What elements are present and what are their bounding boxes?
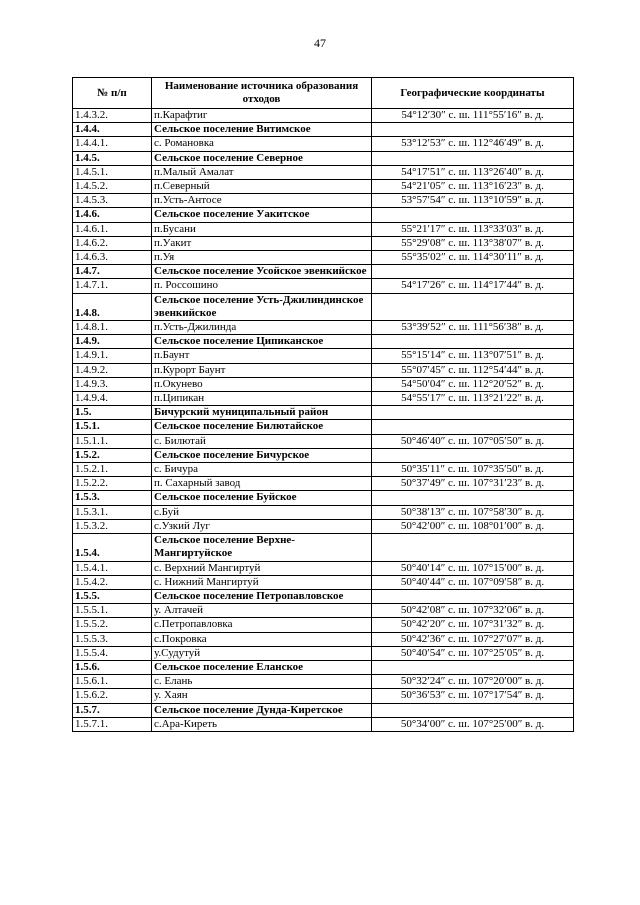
cell-source-name: с.Покровка (152, 632, 372, 646)
table-row (73, 251, 574, 265)
cell-source-name: Сельское поселение Усойское эвенкийское (152, 265, 372, 279)
cell-number: 1.5.5.4. (73, 646, 152, 660)
cell-number: 1.5.3. (73, 491, 152, 505)
cell-coordinates: 50°35′11″ с. ш. 107°35′50″ в. д. (372, 463, 574, 477)
table-row (73, 632, 574, 646)
cell-coordinates: 55°21′17″ с. ш. 113°33′03″ в. д. (372, 222, 574, 236)
cell-coordinates: 54°17′51″ с. ш. 113°26′40″ в. д. (372, 165, 574, 179)
cell-source-name: с. Романовка (152, 137, 372, 151)
cell-coordinates: 50°36′53″ с. ш. 107°17′54″ в. д. (372, 689, 574, 703)
cell-source-name: с. Билютай (152, 434, 372, 448)
table-row (73, 463, 574, 477)
section-row (73, 491, 574, 505)
cell-source-name: с.Буй (152, 505, 372, 519)
cell-coordinates (372, 208, 574, 222)
cell-coordinates: 54°50′04″ с. ш. 112°20′52″ в. д. (372, 377, 574, 391)
cell-source-name: Сельское поселение Усть-Джилиндинское эвенкийское (152, 293, 372, 320)
cell-coordinates (372, 123, 574, 137)
table-row (73, 377, 574, 391)
cell-coordinates: 50°42′20″ с. ш. 107°31′32″ в. д. (372, 618, 574, 632)
cell-source-name: Бичурский муниципальный район (152, 406, 372, 420)
cell-coordinates (372, 534, 574, 561)
cell-number: 1.5.7.1. (73, 717, 152, 731)
cell-number: 1.5.1. (73, 420, 152, 434)
table-row (73, 321, 574, 335)
cell-number: 1.5. (73, 406, 152, 420)
cell-coordinates (372, 265, 574, 279)
cell-coordinates: 53°39′52″ с. ш. 111°56′38″ в. д. (372, 321, 574, 335)
cell-number: 1.5.6. (73, 660, 152, 674)
table-row (73, 434, 574, 448)
cell-number: 1.4.6. (73, 208, 152, 222)
cell-source-name: Сельское поселение Уакитское (152, 208, 372, 222)
cell-source-name: с.Петропавловка (152, 618, 372, 632)
cell-source-name: с. Бичура (152, 463, 372, 477)
cell-source-name: Сельское поселение Северное (152, 151, 372, 165)
cell-coordinates: 50°42′08″ с. ш. 107°32′06″ в. д. (372, 604, 574, 618)
cell-coordinates: 53°57′54″ с. ш. 113°10′59″ в. д. (372, 194, 574, 208)
cell-coordinates: 50°40′44″ с. ш. 107°09′58″ в. д. (372, 575, 574, 589)
cell-coordinates: 54°21′05″ с. ш. 113°16′23″ в. д. (372, 180, 574, 194)
section-row (73, 703, 574, 717)
cell-number: 1.4.7. (73, 265, 152, 279)
cell-number: 1.4.9.4. (73, 392, 152, 406)
cell-number: 1.4.8.1. (73, 321, 152, 335)
cell-coordinates: 50°38′13″ с. ш. 107°58′30″ в. д. (372, 505, 574, 519)
cell-coordinates: 54°55′17″ с. ш. 113°21′22″ в. д. (372, 392, 574, 406)
cell-source-name: п.Северный (152, 180, 372, 194)
header-source-name: Наименование источника образования отходов (152, 78, 372, 109)
cell-coordinates: 50°34′00″ с. ш. 107°25′00″ в. д. (372, 717, 574, 731)
cell-number: 1.4.3.2. (73, 109, 152, 123)
cell-number: 1.5.5.1. (73, 604, 152, 618)
section-row (73, 335, 574, 349)
cell-source-name: у. Алтачей (152, 604, 372, 618)
cell-number: 1.4.9.2. (73, 363, 152, 377)
cell-coordinates: 54°17′26″ с. ш. 114°17′44″ в. д. (372, 279, 574, 293)
section-row (73, 151, 574, 165)
cell-coordinates: 53°12′53″ с. ш. 112°46′49″ в. д. (372, 137, 574, 151)
cell-number: 1.4.8. (73, 293, 152, 320)
cell-number: 1.4.5.2. (73, 180, 152, 194)
cell-number: 1.4.6.2. (73, 236, 152, 250)
section-row (73, 448, 574, 462)
cell-number: 1.4.4.1. (73, 137, 152, 151)
cell-source-name: у.Судутуй (152, 646, 372, 660)
cell-source-name: Сельское поселение Петропавловское (152, 589, 372, 603)
cell-source-name: п.Усть-Джилинда (152, 321, 372, 335)
cell-number: 1.5.1.1. (73, 434, 152, 448)
table-header-row (73, 78, 574, 109)
table-row (73, 519, 574, 533)
cell-source-name: п. Сахарный завод (152, 477, 372, 491)
cell-number: 1.5.5.2. (73, 618, 152, 632)
cell-source-name: с.Ара-Киреть (152, 717, 372, 731)
cell-number: 1.4.6.3. (73, 251, 152, 265)
cell-coordinates: 54°12′30″ с. ш. 111°55′16″ в. д. (372, 109, 574, 123)
cell-number: 1.5.2.1. (73, 463, 152, 477)
cell-number: 1.5.4. (73, 534, 152, 561)
cell-number: 1.5.2.2. (73, 477, 152, 491)
table-row (73, 717, 574, 731)
page-number: 47 (314, 36, 326, 50)
header-number: № п/п (73, 78, 152, 109)
cell-source-name: с. Нижний Мангиртуй (152, 575, 372, 589)
table-row (73, 477, 574, 491)
table-row (73, 392, 574, 406)
cell-coordinates: 55°29′08″ с. ш. 113°38′07″ в. д. (372, 236, 574, 250)
cell-source-name: Сельское поселение Бичурское (152, 448, 372, 462)
table-row (73, 604, 574, 618)
cell-source-name: с.Узкий Луг (152, 519, 372, 533)
table-row (73, 561, 574, 575)
cell-source-name: с. Елань (152, 675, 372, 689)
cell-source-name: п.Усть-Антосе (152, 194, 372, 208)
cell-number: 1.4.5.3. (73, 194, 152, 208)
table-row (73, 222, 574, 236)
cell-number: 1.4.9.3. (73, 377, 152, 391)
cell-source-name: п. Россошино (152, 279, 372, 293)
cell-source-name: п.Бусани (152, 222, 372, 236)
section-row (73, 660, 574, 674)
cell-source-name: Сельское поселение Витимское (152, 123, 372, 137)
header-coordinates: Географические координаты (372, 78, 574, 109)
cell-source-name: Сельское поселение Дунда-Киретское (152, 703, 372, 717)
table-row (73, 194, 574, 208)
table-row (73, 236, 574, 250)
cell-coordinates: 50°40′14″ с. ш. 107°15′00″ в. д. (372, 561, 574, 575)
cell-number: 1.5.3.2. (73, 519, 152, 533)
cell-number: 1.5.7. (73, 703, 152, 717)
cell-source-name: п.Уя (152, 251, 372, 265)
cell-coordinates (372, 589, 574, 603)
cell-source-name: п.Ципикан (152, 392, 372, 406)
cell-source-name: п.Окунево (152, 377, 372, 391)
cell-source-name: п.Курорт Баунт (152, 363, 372, 377)
cell-source-name: с. Верхний Мангиртуй (152, 561, 372, 575)
cell-coordinates: 50°42′36″ с. ш. 107°27′07″ в. д. (372, 632, 574, 646)
table-row (73, 137, 574, 151)
cell-number: 1.5.5. (73, 589, 152, 603)
cell-coordinates (372, 660, 574, 674)
cell-coordinates: 50°37′49″ с. ш. 107°31′23″ в. д. (372, 477, 574, 491)
section-row (73, 589, 574, 603)
cell-coordinates (372, 151, 574, 165)
cell-source-name: п.Карафтиг (152, 109, 372, 123)
cell-coordinates (372, 491, 574, 505)
cell-source-name: п.Малый Амалат (152, 165, 372, 179)
table-body (73, 109, 574, 732)
cell-coordinates (372, 703, 574, 717)
cell-coordinates: 55°35′02″ с. ш. 114°30′11″ в. д. (372, 251, 574, 265)
cell-coordinates (372, 406, 574, 420)
cell-coordinates: 50°46′40″ с. ш. 107°05′50″ в. д. (372, 434, 574, 448)
cell-source-name: п.Уакит (152, 236, 372, 250)
cell-number: 1.5.5.3. (73, 632, 152, 646)
table-row (73, 180, 574, 194)
cell-source-name: Сельское поселение Буйское (152, 491, 372, 505)
cell-coordinates: 55°15′14″ с. ш. 113°07′51″ в. д. (372, 349, 574, 363)
table-row (73, 689, 574, 703)
cell-number: 1.4.6.1. (73, 222, 152, 236)
cell-source-name: у. Хаян (152, 689, 372, 703)
table-row (73, 109, 574, 123)
waste-sources-table (72, 77, 574, 732)
section-row (73, 534, 574, 561)
cell-number: 1.4.4. (73, 123, 152, 137)
table-row (73, 675, 574, 689)
cell-coordinates: 50°42′00″ с. ш. 108°01′00″ в. д. (372, 519, 574, 533)
section-row (73, 208, 574, 222)
section-row (73, 406, 574, 420)
cell-number: 1.5.3.1. (73, 505, 152, 519)
cell-number: 1.5.4.1. (73, 561, 152, 575)
cell-number: 1.4.5. (73, 151, 152, 165)
cell-source-name: Сельское поселение Билютайское (152, 420, 372, 434)
table-row (73, 363, 574, 377)
cell-coordinates: 50°32′24″ с. ш. 107°20′00″ в. д. (372, 675, 574, 689)
table-row (73, 279, 574, 293)
cell-number: 1.4.9. (73, 335, 152, 349)
table-row (73, 349, 574, 363)
cell-source-name: Сельское поселение Ципиканское (152, 335, 372, 349)
section-row (73, 420, 574, 434)
table-row (73, 618, 574, 632)
cell-number: 1.5.6.1. (73, 675, 152, 689)
section-row (73, 123, 574, 137)
table-row (73, 575, 574, 589)
cell-coordinates (372, 448, 574, 462)
cell-number: 1.4.5.1. (73, 165, 152, 179)
cell-number: 1.5.4.2. (73, 575, 152, 589)
cell-coordinates: 50°40′54″ с. ш. 107°25′05″ в. д. (372, 646, 574, 660)
cell-source-name: п.Баунт (152, 349, 372, 363)
cell-number: 1.5.6.2. (73, 689, 152, 703)
cell-source-name: Сельское поселение Верхне-Мангиртуйское (152, 534, 372, 561)
cell-coordinates (372, 293, 574, 320)
table-row (73, 646, 574, 660)
cell-number: 1.4.9.1. (73, 349, 152, 363)
cell-coordinates: 55°07′45″ с. ш. 112°54′44″ в. д. (372, 363, 574, 377)
cell-coordinates (372, 335, 574, 349)
cell-coordinates (372, 420, 574, 434)
section-row (73, 265, 574, 279)
cell-number: 1.4.7.1. (73, 279, 152, 293)
cell-number: 1.5.2. (73, 448, 152, 462)
section-row (73, 293, 574, 320)
cell-source-name: Сельское поселение Еланское (152, 660, 372, 674)
table-row (73, 505, 574, 519)
table-row (73, 165, 574, 179)
